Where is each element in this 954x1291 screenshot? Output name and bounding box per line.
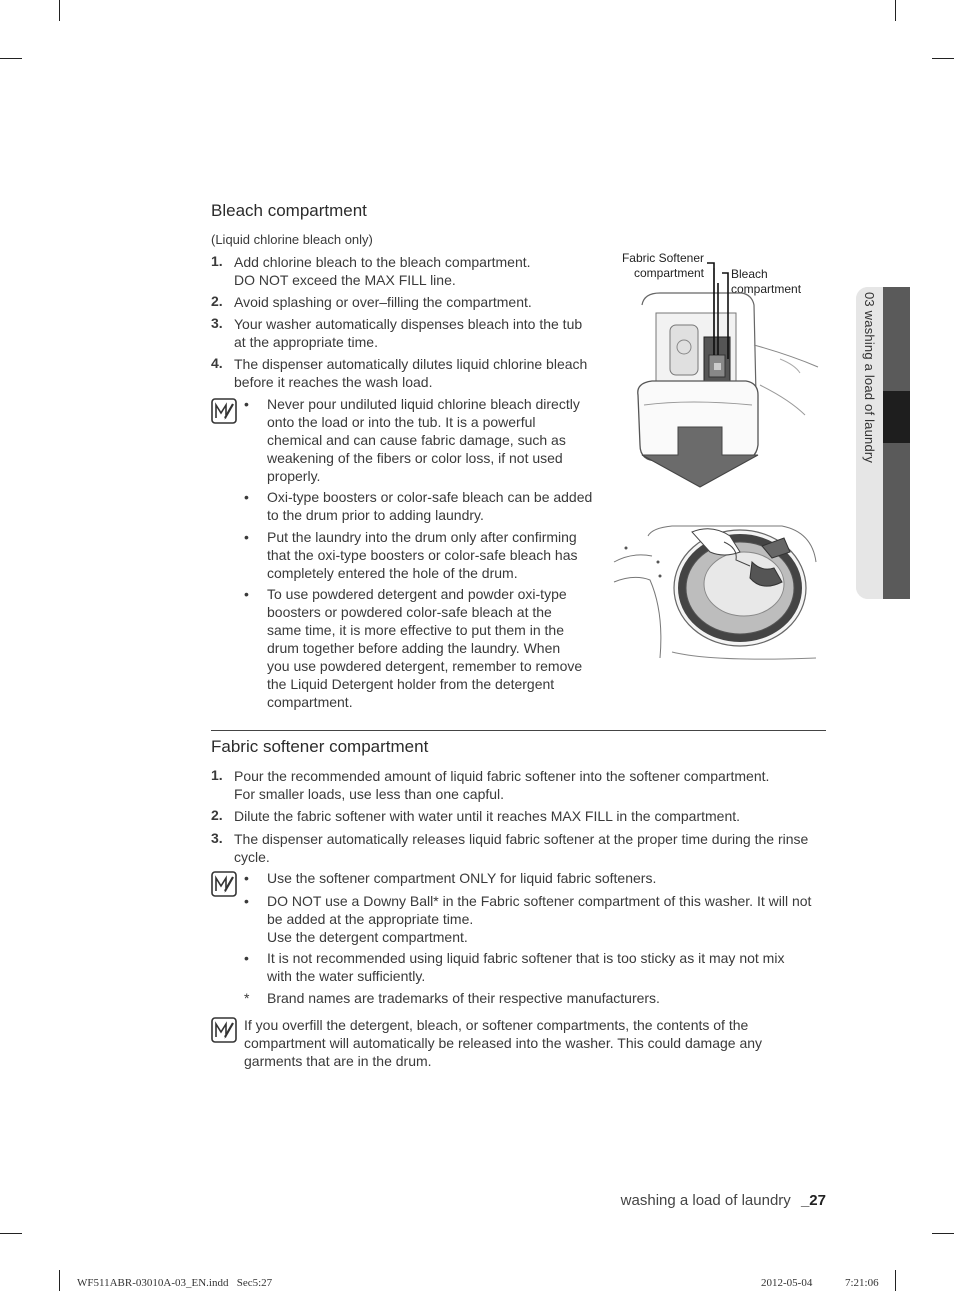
step-number: 3. [211, 315, 223, 331]
bullet: • [244, 586, 249, 602]
note-line: compartment. [267, 694, 353, 710]
note-text [267, 869, 656, 887]
step-line: cycle. [234, 849, 270, 865]
crop-mark [0, 1233, 22, 1234]
softener-steps [211, 767, 826, 867]
step-line: DO NOT exceed the MAX FILL line. [234, 272, 456, 288]
step-line: The dispenser automatically releases liquid fabric softener at the proper time during the rinse [234, 831, 809, 847]
step-line: Pour the recommended amount of liquid fabric softener into the softener compartment. [234, 768, 770, 784]
label-line: compartment [731, 282, 802, 296]
step-line: at the appropriate time. [234, 334, 378, 350]
slug-date: 2012-05-04 [761, 1277, 813, 1289]
page-footer [621, 1192, 826, 1209]
bleach-steps [211, 253, 611, 393]
note-icon [211, 871, 237, 897]
step-number: 2. [211, 807, 223, 823]
note-line: same time, it is more effective to put them in the [267, 622, 564, 638]
crop-mark [932, 58, 954, 59]
note-line: with the water sufficiently. [267, 968, 426, 984]
note-icon [211, 1017, 237, 1043]
step-number: 1. [211, 253, 223, 269]
step-text [234, 293, 532, 311]
crop-mark [0, 58, 22, 59]
step-text [234, 355, 587, 391]
crop-mark [895, 1270, 896, 1291]
step-number: 1. [211, 767, 223, 783]
step-text [234, 807, 740, 825]
note-text [267, 528, 578, 582]
note-line: Use the detergent compartment. [267, 929, 468, 945]
note-line: If you overfill the detergent, bleach, or softener compartments, the contents of the [244, 1017, 749, 1033]
step-number: 4. [211, 355, 223, 371]
step-number: 3. [211, 830, 223, 846]
note-line: properly. [267, 468, 321, 484]
footer-section: washing a load of laundry [620, 1192, 791, 1209]
note-text [267, 585, 582, 711]
note-line: boosters or powdered color-safe bleach at the [267, 604, 552, 620]
note-line: Never pour undiluted liquid chlorine bleach directly [267, 396, 580, 412]
page-number: _27 [800, 1192, 826, 1209]
note-line: Put the laundry into the drum only after confirming [267, 529, 577, 545]
note-line: be added at the appropriate time. [267, 911, 474, 927]
step-line: For smaller loads, use less than one capful. [234, 786, 505, 802]
slug-time: 7:21:06 [845, 1277, 879, 1289]
label-line: Fabric Softener [621, 251, 704, 265]
note-line: DO NOT use a Downy Ball* in the Fabric softener compartment of this washer. It will not [267, 893, 812, 909]
bullet: • [244, 870, 249, 886]
bullet: • [244, 950, 249, 966]
overfill-note [244, 1016, 762, 1070]
note-text [267, 892, 811, 946]
step-line: Add chlorine bleach to the bleach compartment. [234, 254, 531, 270]
section-divider [211, 730, 826, 731]
note-text [267, 989, 660, 1007]
note-line: weakening of the fibers or color loss, if not used [267, 450, 563, 466]
step-number: 2. [211, 293, 223, 309]
step-text [234, 315, 582, 351]
note-line: It is not recommended using liquid fabric softener that is too sticky as it may not mix [267, 950, 785, 966]
note-icon [211, 398, 237, 424]
note-line: to the drum prior to adding laundry. [267, 507, 484, 523]
step-line: Avoid splashing or over–filling the compartment. [234, 294, 532, 310]
note-text [267, 488, 592, 524]
bleach-subtitle: (Liquid chlorine bleach only) [211, 232, 373, 247]
note-line: you use powdered detergent, remember to remove [267, 658, 583, 674]
step-text [234, 767, 769, 803]
bullet: • [244, 396, 249, 412]
note-text [267, 395, 580, 485]
step-text [234, 253, 531, 289]
side-tab-marker [883, 287, 910, 599]
crop-mark [932, 1233, 954, 1234]
note-line: that the oxi-type boosters or color-safe bleach has [267, 547, 578, 563]
note-line: chemical and can cause fabric damage, such as [267, 432, 566, 448]
note-line: garments that are in the drum. [244, 1053, 432, 1069]
crop-mark [895, 0, 896, 21]
note-line: onto the load or into the tub. It is a powerful [267, 414, 536, 430]
softener-notes [244, 869, 826, 1009]
side-tab-active [883, 391, 910, 443]
note-line: drum together before adding the laundry. When [267, 640, 561, 656]
label-line: compartment [633, 266, 704, 280]
label-line: Bleach [731, 267, 768, 281]
note-line: compartment will automatically be released into the washer. This could damage any [244, 1035, 763, 1051]
step-text [234, 830, 808, 866]
note-line: Use the softener compartment ONLY for liquid fabric softeners. [267, 870, 657, 886]
note-line: Brand names are trademarks of their respective manufacturers. [267, 990, 660, 1006]
bullet: • [244, 529, 249, 545]
note-text [267, 949, 784, 985]
slug-file: WF511ABR-03010A-03_EN.indd Sec5:27 [77, 1277, 273, 1289]
bleach-notes [244, 395, 614, 715]
bleach-heading: Bleach compartment [211, 201, 367, 220]
step-line: Your washer automatically dispenses bleach into the tub [234, 316, 583, 332]
note-line: To use powdered detergent and powder oxi-type [267, 586, 567, 602]
drum-illustration [612, 522, 817, 662]
side-tab-label: 03 washing a load of laundry [862, 292, 877, 464]
crop-mark [59, 1270, 60, 1291]
softener-heading: Fabric softener compartment [211, 737, 429, 756]
crop-mark [59, 0, 60, 21]
step-line: The dispenser automatically dilutes liquid chlorine bleach [234, 356, 588, 372]
dispenser-illustration [630, 255, 830, 495]
bullet: * [244, 990, 250, 1006]
note-line: completely entered the hole of the drum. [267, 565, 518, 581]
bullet: • [244, 489, 249, 505]
bullet: • [244, 893, 249, 909]
note-line: Oxi-type boosters or color-safe bleach can be added [267, 489, 593, 505]
step-line: Dilute the fabric softener with water until it reaches MAX FILL in the compartment. [234, 808, 741, 824]
note-line: the Liquid Detergent holder from the detergent [267, 676, 555, 692]
step-line: before it reaches the wash load. [234, 374, 433, 390]
